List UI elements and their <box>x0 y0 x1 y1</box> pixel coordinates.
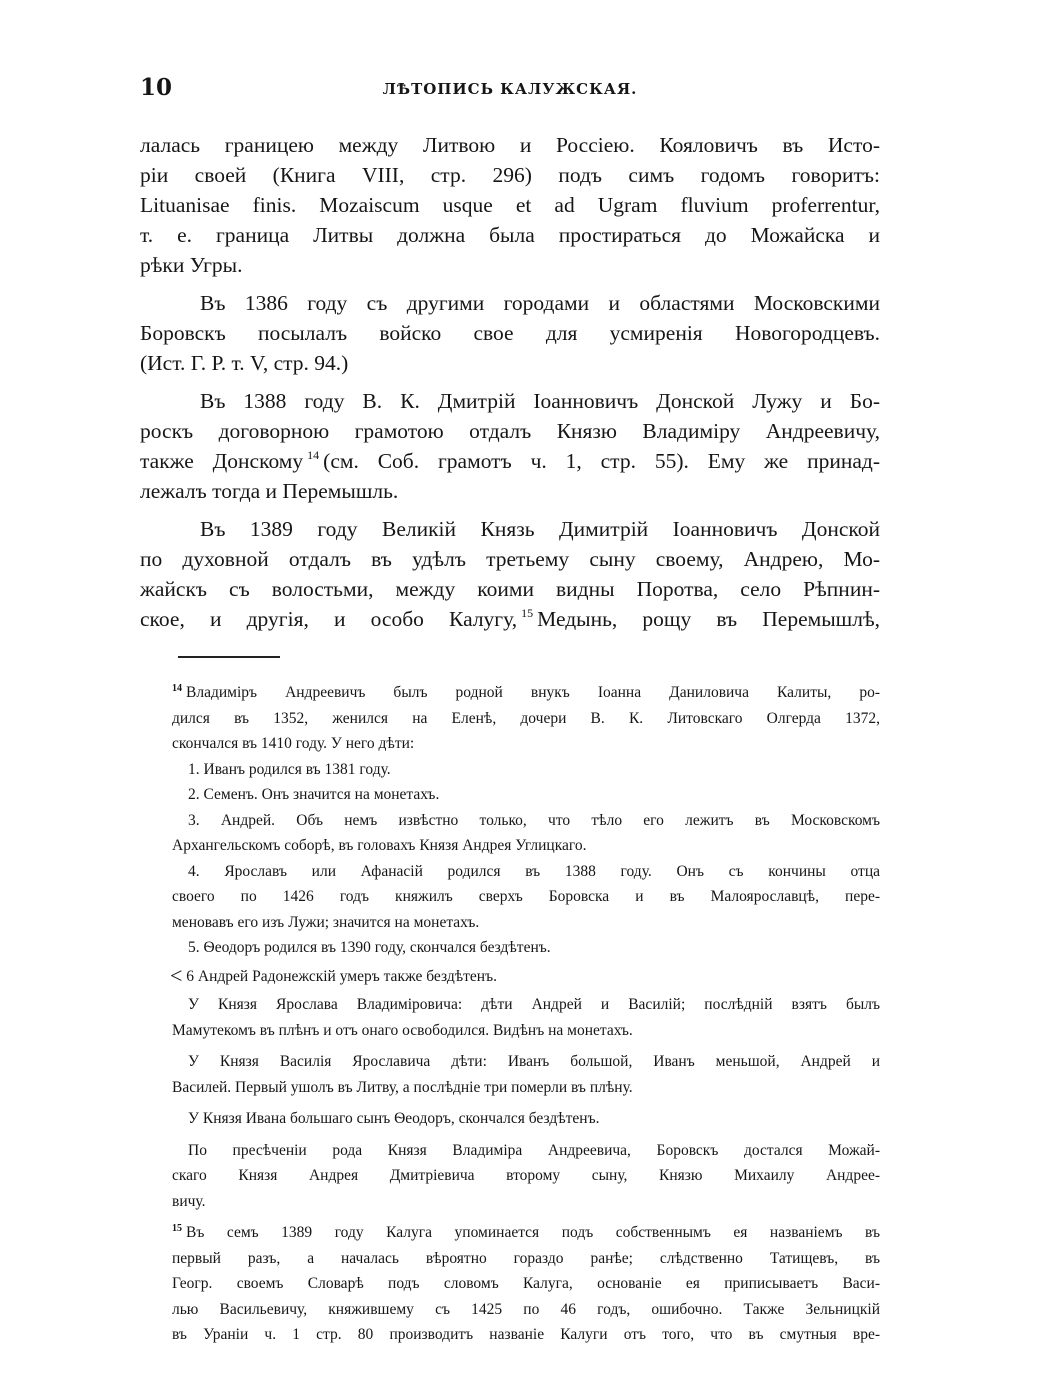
body-line: ріи своей (Книга VIII, стр. 296) подъ симъ годомъ говоритъ: <box>140 163 880 187</box>
footnote-line: первый разъ, а началась вѣроятно гораздо ранѣе; слѣдственно Татищевъ, въ <box>172 1249 880 1267</box>
footnote-line: 5. Ѳеодоръ родился въ 1390 году, скончался бездѣтенъ. <box>188 939 551 956</box>
footnote-line: У Князя Ивана большаго сынъ Ѳеодоръ, скончался бездѣтенъ. <box>188 1110 600 1127</box>
footnote-line: 4. Ярославъ или Афанасій родился въ 1388 году. Онъ съ кончины отца <box>188 862 880 880</box>
body-line: Lituanisae finis. Mozaiscum usque et ad Ugram fluvium proferrentur, <box>140 193 880 217</box>
body-line: жайскъ съ волостьми, между коими видны Поротва, село Рѣпнин- <box>140 577 880 601</box>
margin-mark-icon: < <box>170 962 183 988</box>
footnote-line: Архангельскомъ соборѣ, въ головахъ Князя Андрея Углицкаго. <box>172 837 587 854</box>
body-text: также Донскому <box>140 449 304 473</box>
footnote-line: въ Ураніи ч. 1 стр. 80 производитъ названіе Калуги отъ того, что въ смутныя вре- <box>172 1326 880 1343</box>
body-line: рѣки Угры. <box>140 253 243 277</box>
footnote-line <box>140 961 880 987</box>
body-text: Медынь, рощу въ Перемышлѣ, <box>537 607 880 631</box>
footnote-ref-14[interactable]: 14 <box>307 448 320 462</box>
footnote-line: лью Васильевичу, княжившему съ 1425 по 46 годъ, ошибочно. Также Зельницкій <box>172 1300 880 1318</box>
body-line: роскъ договорною грамотою отдалъ Князю Владиміру Андреевичу, <box>140 419 880 443</box>
body-line: Въ 1386 году съ другими городами и областями Московскими <box>200 291 880 315</box>
footnote-line: вичу. <box>172 1192 206 1210</box>
body-line <box>140 604 880 634</box>
footnote-line: Мамутекомъ въ плѣнъ и отъ онаго освободился. Видѣнъ на монетахъ. <box>172 1021 633 1039</box>
footnote-line: 3. Андрей. Объ немъ извѣстно только, что тѣло его лежитъ въ Московскомъ <box>188 811 880 829</box>
body-line: (Ист. Г. Р. т. V, стр. 94.) <box>140 351 349 375</box>
footnote-line: У Князя Василія Ярославича дѣти: Иванъ большой, Иванъ меньшой, Андрей и <box>188 1053 880 1070</box>
body-line <box>140 446 880 476</box>
body-line: Въ 1388 году В. К. Дмитрій Іоанновичъ Донской Лужу и Бо- <box>200 389 880 413</box>
body-line: лалась границею между Литвою и Россіею. Кояловичъ въ Исто- <box>140 133 880 157</box>
footnote-text: Въ семъ 1389 году Калуга упоминается подъ собственнымъ ея названіемъ въ <box>186 1224 880 1241</box>
footnote-marker-15: 15 <box>172 1223 182 1234</box>
footnotes <box>140 680 880 1348</box>
footnote-line: У Князя Ярослава Владиміровича: дѣти Андрей и Василій; послѣдній взятъ былъ <box>188 996 880 1013</box>
body-line: лежалъ тогда и Перемышль. <box>140 479 399 503</box>
footnote-marker-14: 14 <box>172 683 182 694</box>
footnote-line: дился въ 1352, женился на Еленѣ, дочери В. К. Литовскаго Олгерда 1372, <box>172 709 880 727</box>
footnote-text: Владиміръ Андреевичъ былъ родной внукъ Іоанна Даниловича Калиты, ро- <box>186 684 880 701</box>
footnote-line: 2. Семенъ. Онъ значится на монетахъ. <box>188 786 440 803</box>
footnote-line: скаго Князя Андрея Дмитріевича второму сыну, Князю Михаилу Андрее- <box>172 1167 880 1184</box>
body-line: Боровскъ посылалъ войско свое для усмиренія Новогородцевъ. <box>140 321 880 345</box>
footnote-line: меновавъ его изъ Лужи; значится на монетахъ. <box>172 913 480 931</box>
footnote-text: 6 Андрей Радонежскій умеръ также бездѣтенъ. <box>186 967 497 985</box>
page-number: 10 <box>140 74 173 101</box>
footnote-line: скончался въ 1410 году. У него дѣти: <box>172 735 415 752</box>
footnote-line: Василей. Первый ушолъ въ Литву, а послѣдніе три померли въ плѣну. <box>172 1078 633 1096</box>
footnote-line <box>140 680 880 706</box>
running-title: ЛѢТОПИСЬ КАЛУЖСКАЯ. <box>382 80 638 98</box>
body-text: ское, и другія, и особо Калугу, <box>140 607 518 631</box>
body-line: по духовной отдалъ въ удѣлъ третьему сыну своему, Андрею, Мо- <box>140 547 880 571</box>
footnote-line: По пресѣченіи рода Князя Владиміра Андреевича, Боровскъ достался Можай- <box>188 1141 880 1159</box>
page-header <box>140 70 880 106</box>
footnote-ref-15[interactable]: 15 <box>521 606 534 620</box>
footnote-line: Геогр. своемъ Словарѣ подъ словомъ Калуга, основаніе ея приписываетъ Васи- <box>172 1275 880 1292</box>
body-text: (см. Соб. грамотъ ч. 1, стр. 55). Ему же принад- <box>323 449 880 473</box>
footnote-line: 1. Иванъ родился въ 1381 году. <box>188 760 391 778</box>
footnote-line <box>140 1220 880 1246</box>
body-line: Въ 1389 году Великій Князь Димитрій Іоанновичъ Донской <box>200 517 880 541</box>
body-line: т. е. граница Литвы должна была простираться до Можайска и <box>140 223 880 247</box>
footnote-separator <box>178 656 280 658</box>
main-text <box>140 130 880 634</box>
footnote-line: своего по 1426 годъ княжилъ сверхъ Боровска и въ Малоярославцѣ, пере- <box>172 888 880 905</box>
